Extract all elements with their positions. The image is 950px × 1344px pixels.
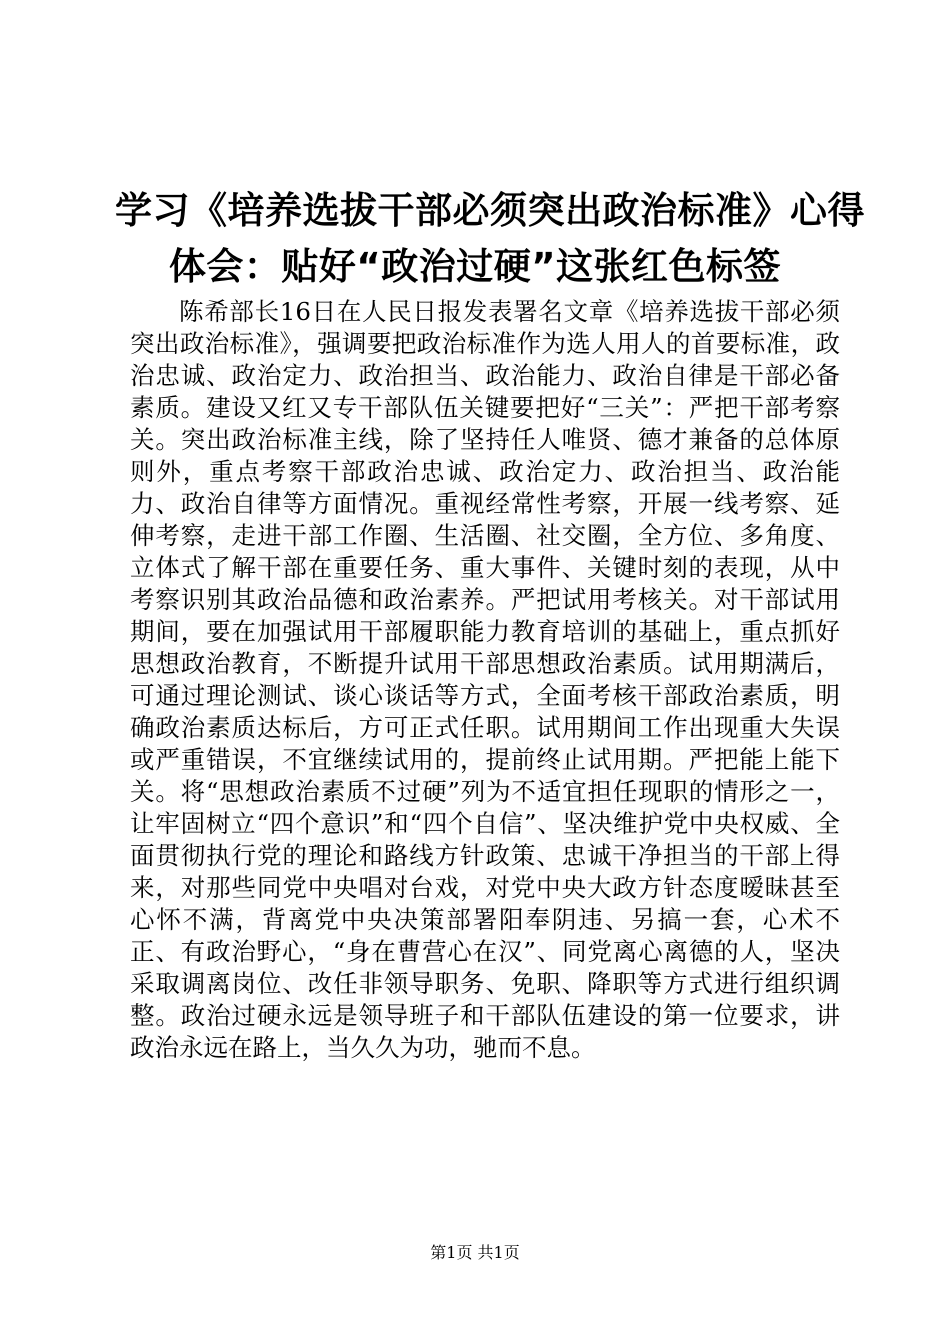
document-title bbox=[115, 183, 865, 295]
document-title-line-2: 体会：贴好“政治过硬”这张红色标签 bbox=[168, 245, 782, 288]
document-title-line-1: 学习《培养选拔干部必须突出政治标准》心得 bbox=[115, 189, 865, 232]
document-body-paragraph: 陈希部长16日在人民日报发表署名文章《培养选拔干部必须突出政治标准》，强调要把政治标准作为选人用人的首要标准，政治忠诚、政治定力、政治担当、政治能力、政治自律是干部必备素质。建设又红又专干部队伍关键要把好“三关”：严把干部考察关。突出政治标准主线，除了坚持任人唯贤、德才兼备的总体原则外，重点考察干部政治忠诚、政治定力、政治担当、政治能力、政治自律等方面情况。重视经常性考察，开展一线考察、延伸考察，走进干部工作圈、生活圈、社交圈，全方位、多角度、立体式了解干部在重要任务、重大事件、关键时刻的表现，从中考察识别其政治品德和政治素养。严把试用考核关。对干部试用期间，要在加强试用干部履职能力教育培训的基础上，重点抓好思想政治教育，不断提升试用干部思想政治素质。试用期满后，可通过理论测试、谈心谈话等方式，全面考核干部政治素质，明确政治素质达标后，方可正式任职。试用期间工作出现重大失误或严重错误，不宜继续试用的，提前终止试用期。严把能上能下关。将“思想政治素质不过硬”列为不适宜担任现职的情形之一，让牢固树立“四个意识”和“四个自信”、坚决维护党中央权威、全面贯彻执行党的理论和路线方针政策、忠诚干净担当的干部上得来，对那些同党中央唱对台戏，对党中央大政方针态度暧昧甚至心怀不满，背离党中央决策部署阳奉阴违、另搞一套，心术不正、有政治野心，“身在曹营心在汉”、同党离心离德的人，坚决采取调离岗位、改任非领导职务、免职、降职等方式进行组织调整。政治过硬永远是领导班子和干部队伍建设的第一位要求，讲政治永远在路上，当久久为功，驰而不息。 bbox=[130, 297, 840, 1062]
page-number-footer: 第1页 共1页 bbox=[430, 1243, 520, 1262]
